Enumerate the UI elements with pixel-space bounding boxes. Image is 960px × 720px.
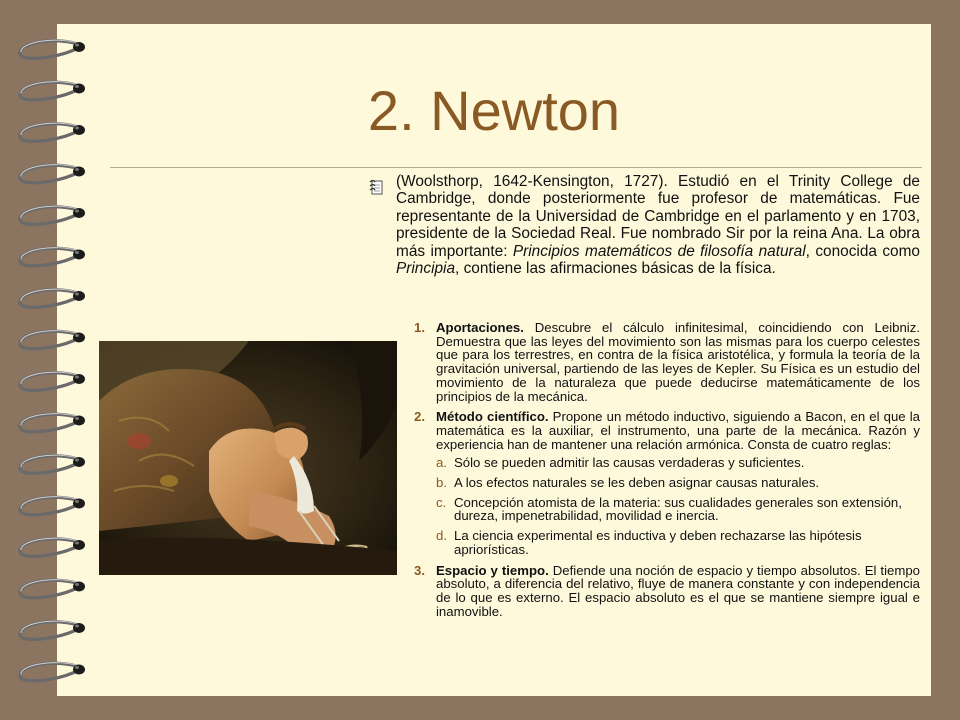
rule-text: A los efectos naturales se les deben asignar causas naturales.: [454, 475, 820, 491]
intro-paragraph: [396, 173, 920, 277]
binding-ring: [20, 663, 85, 681]
binding-ring: [20, 40, 85, 58]
notebook-bullet-icon: [368, 178, 384, 196]
binding-ring: [20, 621, 85, 639]
binding-ring: [20, 455, 85, 473]
binding-ring: [20, 414, 85, 432]
point-number: 3.: [414, 562, 425, 578]
point-text: Propone un método inductivo, siguiendo a Bacon, en el que la matemática es la auxiliar, el instrumento, una parte de la mecánica. Razón y experiencia han de mantener una relación armónica. Consta de cuatro reglas:: [436, 409, 921, 452]
points-list: [412, 321, 920, 625]
binding-ring: [20, 538, 85, 556]
binding-ring: [20, 165, 85, 183]
slide-title: 2. Newton: [367, 79, 621, 142]
rule-item: [436, 456, 920, 470]
point-number: 1.: [414, 320, 425, 335]
binding-ring: [20, 248, 85, 266]
intro-text-part2: , conocida como: [805, 242, 920, 260]
point-heading: Espacio y tiempo.: [436, 562, 549, 578]
binding-ring: [20, 580, 85, 598]
intro-short-title-italic: Principia: [396, 260, 456, 278]
point-item: [412, 321, 920, 403]
binding-ring: [20, 206, 85, 224]
rule-letter: c.: [436, 494, 447, 510]
rule-text: Concepción atomista de la materia: sus cualidades generales son extensión, dureza, impenetrabilidad, movilidad e inercia.: [454, 494, 902, 524]
rule-item: [436, 496, 920, 523]
rule-letter: b.: [436, 475, 447, 491]
rule-letter: a.: [436, 455, 447, 471]
intro-title-italic: Principios matemáticos de filosofía natural: [512, 242, 806, 260]
title-divider: [110, 167, 922, 168]
intro-text-part1: (Woolsthorp, 1642-Kensington, 1727). Estudió en el Trinity College de Cambridge, donde posteriormente fue profesor de matemáticas. Fue representante de la Universidad de Cambridge en el parlamento y en 1703, presidente de la Sociedad Real. Fue nombrado Sir por la reina Ana. La obra más importante:: [396, 173, 920, 260]
rule-text: Sólo se pueden admitir las causas verdaderas y suficientes.: [454, 455, 805, 471]
newton-painting: [99, 341, 397, 575]
rule-text: La ciencia experimental es inductiva y deben rechazarse las hipótesis apriorísticas.: [454, 528, 862, 557]
point-heading: Método científico.: [436, 409, 549, 425]
rule-letter: d.: [436, 528, 447, 544]
binding-ring: [20, 497, 85, 515]
binding-ring: [20, 289, 85, 307]
rules-list: [436, 456, 920, 556]
point-text: Defiende una noción de espacio y tiempo absolutos. El tiempo absoluto, a diferencia del relativo, fluye de manera constante y con independencia de lo que es externo. El espacio absoluto es el que se mantiene siempre igual e inamovible.: [436, 562, 920, 619]
rule-item: [436, 476, 920, 490]
point-item: [412, 564, 920, 619]
point-item: [412, 410, 920, 556]
point-text: Descubre el cálculo infinitesimal, coincidiendo con Leibniz. Demuestra que las leyes del movimiento son las mismas para los cuerpo celestes que para los terrestres, en contra de la física aristotélica, y formula la teoría de la gravitación universal, partiendo de las leyes de Kepler. Su Física es un estudio del movimiento de la naturaleza que puede deducirse matemáticamente de los principios de la mecánica.: [436, 320, 920, 404]
point-number: 2.: [414, 409, 425, 425]
rule-item: [436, 529, 920, 556]
intro-text-part3: , contiene las afirmaciones básicas de la física.: [455, 260, 776, 278]
point-heading: Aportaciones.: [436, 320, 524, 335]
binding-ring: [20, 372, 85, 390]
binding-ring: [20, 331, 85, 349]
